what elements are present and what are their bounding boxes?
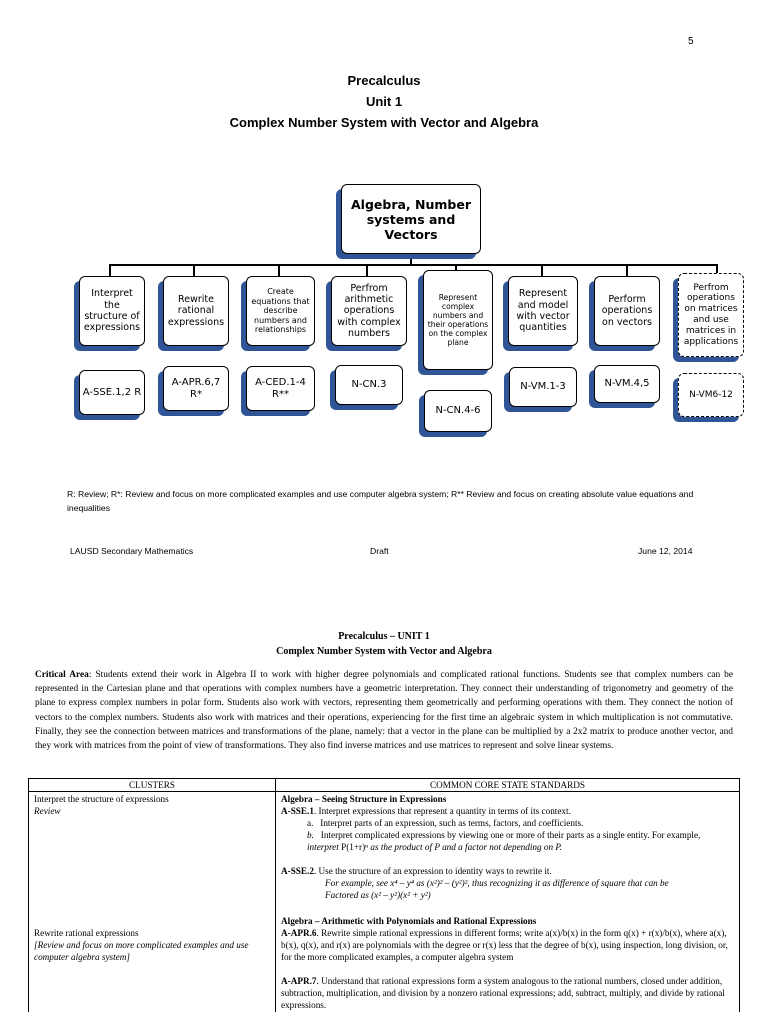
sub-standard-text: Interpret parts of an expression, such as terms, factors, and coefficients. <box>320 818 584 828</box>
cluster-box-1 <box>79 276 145 346</box>
standard-code: A-APR.6 <box>281 928 317 938</box>
standard-box-1 <box>79 370 145 415</box>
cluster-box-2 <box>163 276 229 346</box>
standard-label: A-APR.6,7 R* <box>171 376 221 400</box>
cluster-box-6 <box>508 276 578 346</box>
page-title <box>0 70 768 133</box>
critical-area-text: : Students extend their work in Algebra II to work with higher degree polynomials and complicated rational functions. Students see that complex numbers can be represented in the Cartesian plane and that operations with complex numbers have a geometric interpretation. They connect their understanding of trigonometry and geometry of the plane to express complex numbers in polar form. Students also work with vectors, representing them geometrically and performing operations with them. They connect the notion of vectors to the complex numbers. Students also work with matrices and their operations, experiencing for the first time an algebraic system in which multiplication is not commutative. Finally, they see the connection between matrices and transformations of the plane, namely: that a vector in the plane can be multiplied by a 2x2 matrix to produce another vector, and they work with matrices from the point of view of transformations. They also find inverse matrices and use matrices to represent and solve linear systems. <box>35 670 734 752</box>
cluster-name: Rewrite rational expressions <box>34 928 139 938</box>
footer-left: LAUSD Secondary Mathematics <box>70 546 194 556</box>
standard-description: . Interpret expressions that represent a quantity in terms of its context. <box>313 806 571 816</box>
standard-box-2 <box>163 366 229 411</box>
list-marker: b. <box>307 830 314 840</box>
standard-label: N-CN.3 <box>351 379 387 390</box>
standard-label: N-VM.4,5 <box>604 378 650 389</box>
example-text: interpret <box>307 842 342 852</box>
cluster-label: Perfrom arithmetic operations with complex numbers <box>337 282 401 340</box>
table-row <box>29 792 740 915</box>
diagram-footnote: R: Review; R*: Review and focus on more complicated examples and use computer algebra system; R** Review and focus on creating absolute value equations and inequalities <box>67 489 694 513</box>
sub-standard-b <box>281 829 734 853</box>
cluster-box-3 <box>246 276 315 346</box>
standard-code: A-APR.7 <box>281 976 317 986</box>
example-text: as the product of P and a factor not depending on P. <box>368 842 563 852</box>
cluster-name: Interpret the structure of expressions <box>34 794 169 804</box>
example-formula: P(1+r)ⁿ <box>341 842 369 852</box>
sub-standard-a <box>281 817 734 829</box>
cluster-box-5 <box>423 270 493 370</box>
standard-text <box>281 927 734 963</box>
standard-box-4 <box>335 365 403 405</box>
list-marker: a. <box>307 818 314 828</box>
standard-text <box>281 975 734 1011</box>
page-number: 5 <box>688 36 694 47</box>
unit-heading <box>0 629 768 659</box>
domain-heading: Algebra – Arithmetic with Polynomials and Rational Expressions <box>281 916 537 926</box>
unit-title: Unit 1 <box>365 94 403 109</box>
standard-description: . Use the structure of an expression to identity ways to rewrite it. <box>313 866 552 876</box>
standard-box-7 <box>594 365 660 403</box>
standards-cell <box>276 914 740 1012</box>
cluster-box-7 <box>594 276 660 346</box>
domain-heading: Algebra – Seeing Structure in Expressions <box>281 794 447 804</box>
standard-box-6 <box>509 367 577 407</box>
cluster-cell <box>29 792 276 915</box>
cluster-label: Rewrite rational expressions <box>167 293 225 328</box>
standard-label: N-VM6-12 <box>689 389 733 400</box>
standard-label: A-CED.1-4 R** <box>255 376 306 400</box>
cluster-cell <box>29 914 276 1012</box>
root-label: Algebra, Number systems and Vectors <box>350 196 471 242</box>
cluster-label: Represent complex numbers and their operations on the complex plane <box>427 292 489 348</box>
standards-table <box>28 778 740 1012</box>
unit-heading-line1: Precalculus – UNIT 1 <box>338 631 430 642</box>
cluster-label: Perform operations on vectors <box>601 293 653 328</box>
sub-standard-text: Interpret complicated expressions by viewing one or more of their parts as a single entity. For example, <box>320 830 701 840</box>
example-line: For example, see x⁴ – y⁴ as (x²)² – (y²)², thus recognizing it as difference of square that can be <box>325 878 669 888</box>
unit-subtitle: Complex Number System with Vector and Algebra <box>229 115 539 130</box>
clusters-header: CLUSTERS <box>29 779 276 792</box>
cluster-label: Create equations that describe numbers and relationships <box>251 287 310 335</box>
standard-box-3 <box>246 366 315 411</box>
critical-area-paragraph <box>35 668 733 753</box>
standards-header: COMMON CORE STATE STANDARDS <box>276 779 740 792</box>
course-title: Precalculus <box>347 73 421 88</box>
standard-label: N-VM.1-3 <box>520 381 566 392</box>
footer-center: Draft <box>370 546 389 556</box>
standard-box-8 <box>678 373 744 417</box>
critical-area-label: Critical Area <box>35 670 89 680</box>
table-header-row <box>29 779 740 792</box>
concept-diagram <box>0 170 768 440</box>
table-row <box>29 914 740 1012</box>
standard-label: A-SSE.1,2 R <box>82 386 142 398</box>
standard-code: A-SSE.2 <box>281 866 314 876</box>
standard-code: A-SSE.1 <box>281 806 314 816</box>
cluster-label: Represent and model with vector quantities <box>516 288 570 334</box>
standard-description: . Understand that rational expressions form a system analogous to the rational numbers, closed under addition, subtraction, multiplication, and division by a nonzero rational expressions; add, subtract, multiply, and divide by rational expressions. <box>281 976 725 1010</box>
standards-cell <box>276 792 740 915</box>
cluster-box-8 <box>678 273 744 357</box>
example-line: Factored as (x² – y²)(x² + y²) <box>325 890 431 900</box>
cluster-label: Interpret the structure of expressions <box>83 288 141 334</box>
standard-description: . Rewrite simple rational expressions in different forms; write a(x)/b(x) in the form q(x) + r(x)/b(x), where a(x), b(x), q(x), and r(x) are polynomials with the degree or r(x) less that the degree of b(x), using inspection, long division, or, for the more complicated examples, a computer algebra system <box>281 928 728 962</box>
cluster-label: Perfrom operations on matrices and use matrices in applications <box>683 282 739 347</box>
standard-box-5 <box>424 390 492 432</box>
standard-label: N-CN.4-6 <box>435 405 481 416</box>
unit-heading-line2: Complex Number System with Vector and Algebra <box>276 646 492 657</box>
standard-text <box>281 805 734 817</box>
cluster-note: Review <box>34 806 61 816</box>
footer-right: June 12, 2014 <box>638 546 693 556</box>
root-box <box>341 184 481 254</box>
standard-text <box>281 865 734 877</box>
cluster-box-4 <box>331 276 407 346</box>
cluster-note: [Review and focus on more complicated examples and use computer algebra system] <box>34 940 249 962</box>
